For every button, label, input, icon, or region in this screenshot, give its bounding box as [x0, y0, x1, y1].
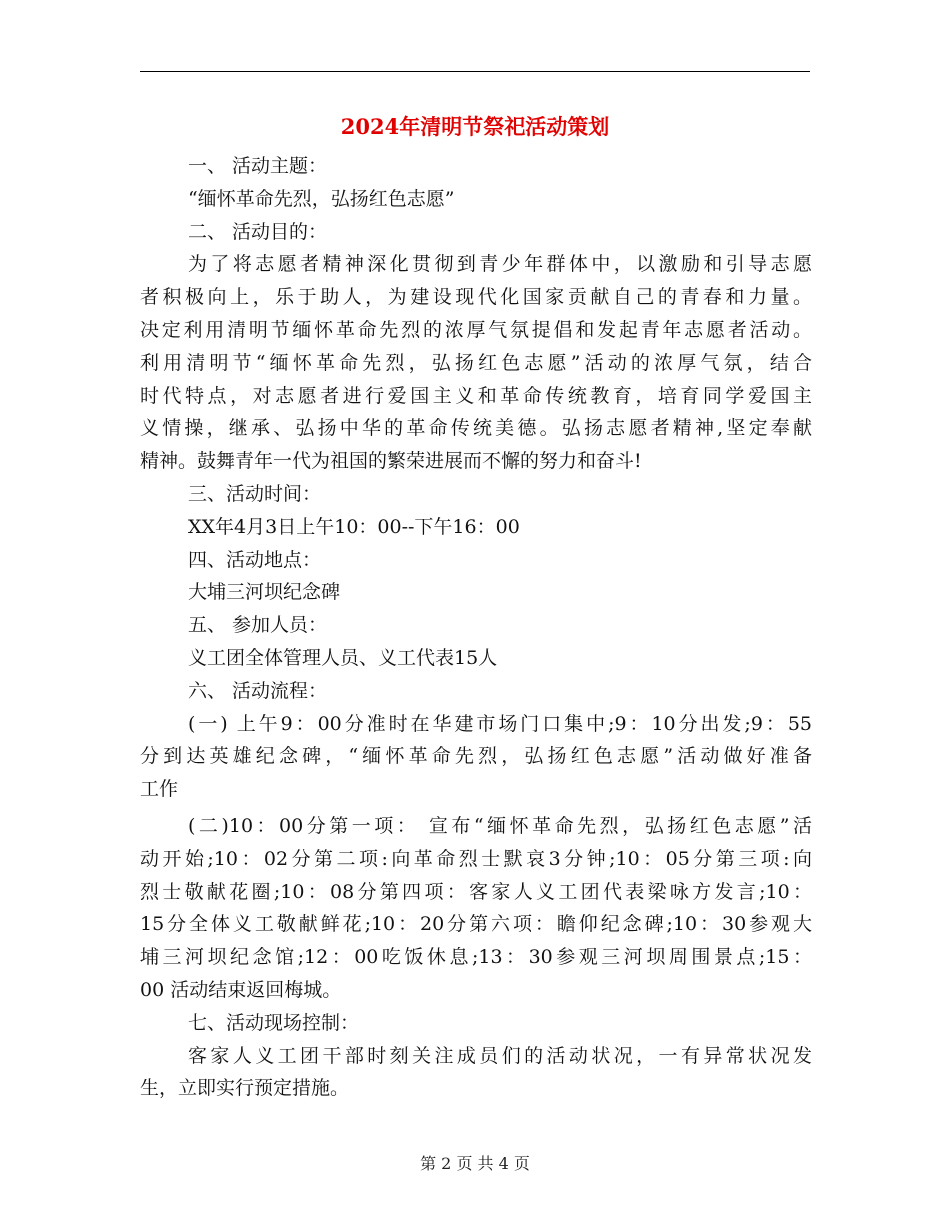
section-heading-purpose: 二、 活动目的： [188, 220, 328, 243]
section-heading-theme: 一、 活动主题： [188, 155, 328, 177]
process-step-two-line: 烈士敬献花圈;10：08分第四项：客家人义工团代表梁咏方发言;10： [140, 880, 812, 903]
process-step-two-line: 00 活动结束返回梅城。 [140, 978, 342, 1001]
purpose-paragraph-line: 决定利用清明节缅怀革命先烈的浓厚气氛提倡和发起青年志愿者活动。 [140, 318, 812, 341]
section-heading-time: 三、活动时间： [188, 482, 322, 505]
activity-location-text: 大埔三河坝纪念碑 [188, 581, 341, 604]
process-step-two-line: 动开始;10：02分第二项:向革命烈士默哀3分钟;10：05分第三项:向 [140, 847, 812, 870]
page-footer: 第 2 页 共 4 页 [420, 1154, 530, 1173]
theme-text: “缅怀革命先烈，弘扬红色志愿” [188, 187, 455, 210]
process-step-one-line: (一) 上午9：00分准时在华建市场门口集中;9：10分出发;9：55 [188, 712, 812, 735]
section-heading-participants: 五、 参加人员： [188, 614, 328, 637]
header-rule [140, 71, 810, 72]
purpose-paragraph-line: 为了将志愿者精神深化贯彻到青少年群体中，以激励和引导志愿 [188, 253, 812, 276]
process-step-two-line: (二)10：00分第一项： 宣布“缅怀革命先烈，弘扬红色志愿”活 [188, 814, 812, 837]
process-step-one-line: 分到达英雄纪念碑，“缅怀革命先烈，弘扬红色志愿”活动做好准备 [140, 745, 812, 768]
document-body [140, 150, 812, 1105]
purpose-paragraph-line: 义情操，继承、弘扬中华的革命传统美德。弘扬志愿者精神,坚定奉献 [140, 417, 812, 440]
control-paragraph-line: 客家人义工团干部时刻关注成员们的活动状况，一有异常状况发 [188, 1044, 812, 1067]
section-heading-control: 七、活动现场控制： [188, 1011, 360, 1034]
control-paragraph-line: 生，立即实行预定措施。 [140, 1077, 350, 1100]
process-step-one-line: 工作 [140, 778, 179, 801]
purpose-paragraph-line: 利用清明节“缅怀革命先烈，弘扬红色志愿”活动的浓厚气氛，结合 [140, 351, 812, 374]
section-heading-process: 六、 活动流程： [188, 679, 328, 702]
participants-text: 义工团全体管理人员、义工代表15人 [188, 646, 498, 669]
activity-time-text: XX年4月3日上午10：00--下午16：00 [188, 515, 520, 538]
purpose-paragraph-line: 者积极向上，乐于助人，为建设现代化国家贡献自己的青春和力量。 [140, 286, 812, 309]
process-step-two-line: 埔三河坝纪念馆;12：00吃饭休息;13：30参观三河坝周围景点;15： [140, 946, 812, 969]
purpose-paragraph-line: 时代特点，对志愿者进行爱国主义和革命传统教育，培育同学爱国主 [140, 384, 812, 407]
section-heading-location: 四、活动地点： [188, 548, 322, 571]
document-title: 2024年清明节祭祀活动策划 [340, 114, 610, 139]
purpose-paragraph-line: 精神。鼓舞青年一代为祖国的繁荣进展而不懈的努力和奋斗! [140, 450, 642, 473]
process-step-two-line: 15分全体义工敬献鲜花;10：20分第六项：瞻仰纪念碑;10：30参观大 [140, 913, 812, 936]
